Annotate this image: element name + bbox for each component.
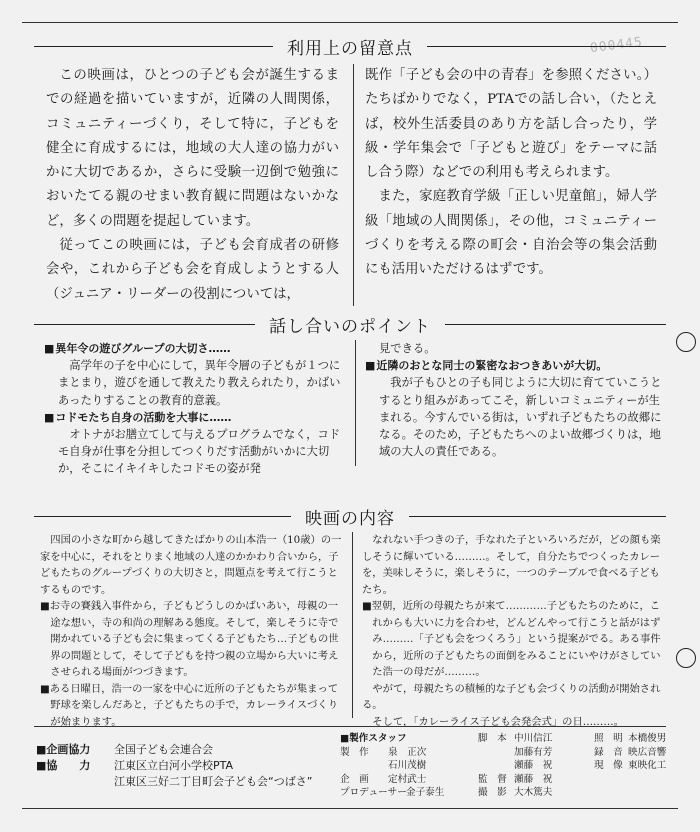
point-body-2: オトナがお膳立てして与えるプログラムでなく，コドモ自身が仕事を分担してつくりだす活動がいかに大切か，そこにイキイキしたコドモの姿が発	[58, 428, 341, 476]
section-title-discussion-points: 話し合いのポイント	[34, 312, 666, 337]
cooperation-value-1: 江東区立白河小学校PTA	[114, 759, 234, 772]
staff-credits-column-2: 脚 本 中川信江 加藤有芳 瀬藤 祝 監 督 瀬藤 祝 撮 影 大木篤夫	[478, 733, 553, 799]
staff-heading: ■製作スタッフ	[340, 733, 407, 744]
column-divider	[355, 340, 356, 466]
cooperation-value-2: 江東区三好二丁目町会子ども会“つばさ”	[114, 775, 313, 788]
usage-notes-paragraph-4: また，家庭教育学級「正しい児童館」，婦人学級「地域の人間関係」，その他，コミュニティーづくりを考える際の町会・自治会等の集会活動にも活用いただけるはずです。	[365, 189, 657, 278]
usage-notes-paragraph-2: 従ってこの映画には，子ども会育成者の研修会や，これから子ども会を育成しようとする人（ジュニア・リーダーの役割については，	[46, 238, 339, 302]
page-number-stamp: 000445	[589, 34, 644, 57]
discussion-points-left-column	[44, 340, 348, 478]
content-paragraph-3: ■ ある日曜日，浩一の一家を中心に近所の子どもたちが集まって野球を楽しんだあと，子どもたちの手で，カレーライスづくりが始まります。	[40, 681, 342, 731]
film-content-right-column	[362, 532, 662, 730]
usage-notes-paragraph-1: この映画は，ひとつの子ども会が誕生するまでの経過を描いていますが，近隣の人間関係，コミュニティーづくり，そして特に，子どもを健全に育成するには，地域の大人達の協力がいかに大切であるか，さらに受験一辺倒で勉強においたてる親のせまい教育観に問題はないかなど，多くの問題を提起しています。	[46, 68, 339, 229]
point-body-1: 高学年の子を中心にして，異年令層の子どもが１つにまとまり，遊びを通して教えたり教えられたり，かばいあったりすることの教育的意義。	[58, 359, 341, 407]
content-paragraph-5: ■ 翌朝，近所の母親たちが来て…………子どもたちのために，これからも大いに力を合わせ，どんどんやって行こうと話がはずみ………「子ども会をつくろう」という提案がでる。ある事件から，近所の子どもたちの面倒をみることにいやけがさしていた浩一の母だが………。	[362, 598, 662, 681]
point-heading-2: ■ コドモたち自身の活動を大事に……	[44, 409, 348, 426]
content-paragraph-2: ■ お寺の賽銭入事件から，子どもどうしのかばいあい，母親の一途な想い，寺の和尚の理解ある態度。そして，楽しそうに寺で開かれている子ども会に集まってくる子どもたち…子どもの世界の問題として，そして子どもを持つ親の立場から大いに考えさせられる場面がつづきます。	[40, 598, 342, 681]
cooperation-label: ■ 協 力	[36, 758, 114, 774]
staff-credits-column-1: ■製作スタッフ 製 作 泉 正次 石川茂樹 企 画 定村武士 プロデューサー金子泰生	[340, 732, 460, 800]
staff-credits-column-3: 照 明 本橋俊男 録 音 映広音響 現 像 東映化工	[594, 733, 667, 772]
planning-cooperation-label: ■ 企画協力	[36, 742, 114, 758]
cooperation-credits	[36, 742, 312, 790]
content-paragraph-4: なれない手つきの子，手なれた子といろいろだが，どの顔も楽しそうに輝いている………。そして，自分たちでつくったカレーを，美味しそうに，楽しそうに，一つのテーブルで食べる子どもたち。	[362, 534, 661, 596]
usage-notes-right-column	[365, 64, 657, 283]
column-divider	[353, 64, 354, 306]
content-paragraph-6: やがて，母親たちの積極的な子ども会づくりの活動が開始される。	[362, 682, 661, 711]
binder-hole-icon	[676, 332, 696, 352]
usage-notes-paragraph-3: 既作「子ども会の中の青春」を参照ください。）たちばかりでなく，PTAでの話し合い，（たとえば，校外生活委員のあり方を話し合ったり，学級・学年集会で「子どもと遊び」をテーマに話し合う際）などでの利用も考えられます。	[365, 68, 657, 181]
discussion-points-right-column	[365, 340, 663, 460]
top-border	[22, 22, 678, 23]
content-paragraph-7: そして，「カレーライス子ども会発会式」の日………。	[372, 715, 624, 728]
usage-notes-left-column	[46, 64, 339, 307]
content-paragraph-1: 四国の小さな町から越してきたばかりの山本浩一（10歳）の一家を中心に，それをとりまく地域の人達のかかわり合いから，子どもたちのグループづくりの大切さと，問題点を考えて行こうとするものです。	[40, 534, 342, 596]
credits-divider	[34, 726, 666, 727]
point-heading-3: ■ 近隣のおとな同士の緊密なおつきあいが大切。	[365, 357, 663, 374]
column-divider	[352, 532, 353, 718]
point-body-2-continuation: 見できる。	[379, 342, 436, 355]
planning-cooperation-value: 全国子ども会連合会	[114, 743, 213, 756]
point-heading-1: ■ 異年令の遊びグループの大切さ……	[44, 340, 348, 357]
film-content-left-column	[40, 532, 342, 730]
bottom-border	[22, 808, 678, 809]
section-title-usage-notes: 利用上の留意点	[34, 34, 666, 59]
binder-hole-icon	[676, 648, 696, 668]
point-body-3: 我が子もひとの子も同じように大切に育てていこうとするとり組みがあってこそ，新しいコミュニティーが生まれる。今すんでいる街は，いずれ子どもたちの故郷になる。そのため，子どもたちへのよい故郷づくりは，地域の大人の責任である。	[379, 376, 662, 459]
section-title-film-content: 映画の内容	[34, 504, 666, 529]
